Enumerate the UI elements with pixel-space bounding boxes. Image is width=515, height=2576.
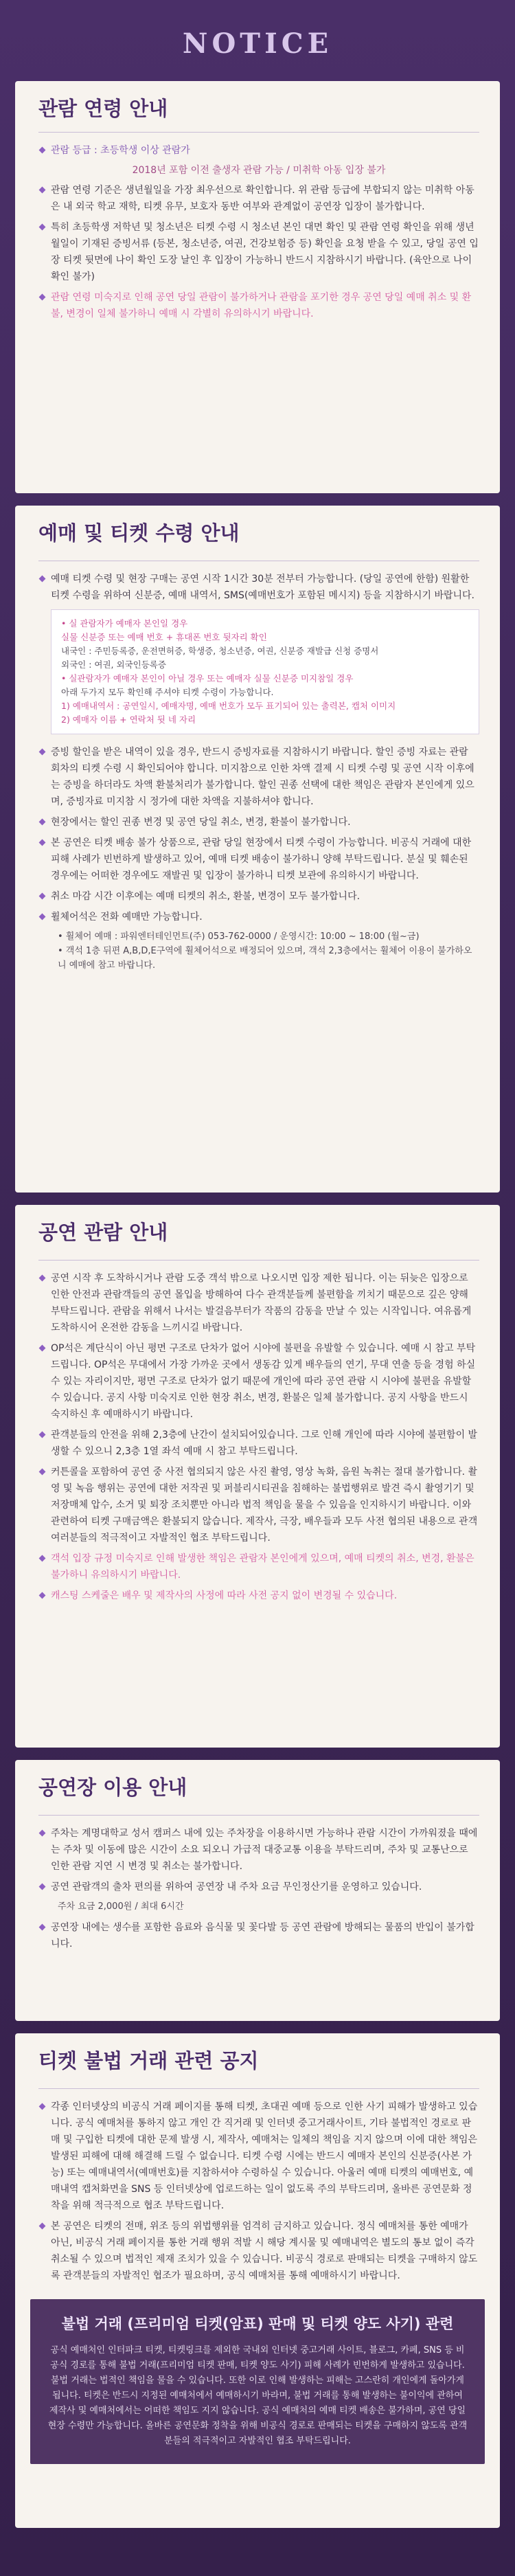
box-line: 1) 예매내역서 : 공연일시, 예매자명, 예매 번호가 모두 표기되어 있는 출력본, 캡처 이미지 bbox=[61, 700, 396, 711]
illegal-trade-box-text: 공식 예매처인 인터파크 티켓, 티켓링크를 제외한 국내외 인터넷 중고거래 사이트, 블로그, 카페, SNS 등 비공식 경로를 통해 불법 거래(프리미엄 티켓 판매, 티켓 양도 사기) 피해 사례가 빈번하게 발생하고 있습니다. 불법 거래는 법적인 책임을 물을 수 있습니다. 또한 이로 인해 발생하는 피해는 고스란히 개인에게 돌아가게 됩니다. 티켓은 반드시 지정된 예매처에서 예매하시기 바라며, 불법 거래를 통해 발생하는 불이익에 관하여 제작사 및 예매처에서는 어떠한 책임도 지지 않습니다. 공식 예매처의 예매 티켓 배송은 불가하며, 공연 당일 현장 수령만 가능합니다. 올바른 공연문화 정착을 위해 비공식 경로로 판매되는 티켓을 구매하지 않도록 관객분들의 적극적이고 자발적인 협조 부탁드립니다. bbox=[47, 2345, 468, 2446]
ticket-section bbox=[15, 506, 500, 1193]
list-item: 관객분들의 안전을 위해 2,3층에 난간이 설치되어있습니다. 그로 인해 개인에 따라 시야에 불편함이 발생할 수 있으니 2,3층 1열 좌석 예매 시 참고 부탁드립니다. bbox=[38, 1427, 479, 1460]
list-item: 공연장 내에는 생수를 포함한 음료와 음식물 및 꽃다발 등 공연 관람에 방해되는 물품의 반입이 불가합니다. bbox=[38, 1919, 479, 1952]
note-line: • 휠체어 예매 : 파워엔터테인먼트(주) 053-762-0000 / 운영시간: 10:00 ~ 18:00 (월~금) bbox=[58, 931, 420, 942]
list-item: 주차는 계명대학교 성서 캠퍼스 내에 있는 주차장을 이용하시면 가능하나 관람 시간이 가까워졌을 때에는 주차 및 이동에 많은 시간이 소요 되오니 가급적 대중교통 이용을 부탁드리며, 주차 및 교통난으로 인한 관람 지연 시 변경 및 취소는 불가합니다. bbox=[38, 1825, 479, 1875]
age-section bbox=[15, 81, 500, 493]
venue-section-title: 공연장 이용 안내 bbox=[38, 1776, 187, 1799]
box-line: 실물 신분증 또는 예매 번호 + 휴대폰 번호 뒷자리 확인 bbox=[61, 631, 267, 642]
list-item: 본 공연은 티켓의 전매, 위조 등의 위법행위를 엄격히 금지하고 있습니다. 정식 예매처를 통한 예매가 아닌, 비공식 거래 페이지를 통한 거래 행위 적발 시 해당 계시물 및 예매내역은 별도의 통보 없이 즉각 취소될 수 있으며 법적인 제재 조치가 있을 수 있습니다. 비공식 경로로 판매되는 티켓을 구매하지 않도록 관객분들의 자발적인 협조가 필요하며, 공식 예매처를 통해 예매하시기 바랍니다. bbox=[38, 2218, 479, 2284]
list-item: 본 공연은 티켓 배송 불가 상품으로, 관람 당일 현장에서 티켓 수령이 가능합니다. 비공식 거래에 대한 피해 사례가 빈번하게 발생하고 있어, 예매 티켓 배송이 불가하니 양해 부탁드립니다. 분실 및 훼손된 경우에는 어떠한 경우에도 재발권 및 입장이 불가하니 티켓 보관에 유의하시기 바랍니다. bbox=[38, 835, 479, 884]
list-item: 현장에서는 할인 권종 변경 및 공연 당일 취소, 변경, 환불이 불가합니다. bbox=[38, 814, 479, 831]
ticket-section-title: 예매 및 티켓 수령 안내 bbox=[38, 521, 240, 545]
list-item: 각종 인터넷상의 비공식 거래 페이지를 통해 티켓, 초대권 예매 등으로 인한 사기 피해가 발생하고 있습니다. 공식 예매처를 통하지 않고 개인 간 직거래 및 인터넷 중고거래사이트, 기타 불법적인 경로로 판매 및 구입한 티켓에 대한 문제 발생 시, 제작사, 예매처는 일체의 책임을 지지 않으며 이에 대한 책임은 발생된 피해에 대해 해결해 드릴 수 없습니다. 티켓 수령 시에는 반드시 예매자 본인의 신분증(사본 가능) 또는 예매내역서(예매번호)를 지참하셔야 수령하실 수 있습니다. 아울러 예매 티켓의 예매번호, 예매내역 캡처화면을 SNS 등 인터넷상에 업로드하는 일이 없도록 주의 부탁드리며, 올바른 공연문화 정착을 위해 적극적으로 협조 부탁드립니다. bbox=[38, 2099, 479, 2214]
list-item-warning: 객석 입장 규정 미숙지로 인해 발생한 책임은 관람자 본인에게 있으며, 예매 티켓의 취소, 변경, 환불은 불가하니 유의하시기 바랍니다. bbox=[38, 1550, 479, 1583]
list-item: 관람 등급 : 초등학생 이상 관람가 bbox=[38, 142, 479, 159]
divider bbox=[38, 1260, 479, 1261]
list-item: 공연 관람객의 출차 편의를 위하여 공연장 내 주차 요금 무인정산기를 운영하고 있습니다. bbox=[38, 1879, 479, 1895]
list-item: 커튼콜을 포함하여 공연 중 사전 협의되지 않은 사진 촬영, 영상 녹화, 음원 녹취는 절대 불가합니다. 촬영 및 녹음 행위는 공연에 대한 저작권 및 퍼블리시티권을 침해하는 불법행위로 발견 즉시 촬영기기 및 저장매체 압수, 소거 및 퇴장 조치뿐만 아니라 법적 책임을 물을 수 있음을 인지하시기 바랍니다. 이와 관련하여 티켓 구매금액은 환불되지 않습니다. 제작사, 극장, 배우들과 모두 사전 협의된 내용으로 관객 여러분들의 적극적이고 자발적인 협조 부탁드립니다. bbox=[38, 1464, 479, 1546]
illegal-trade-box-title: 불법 거래 (프리미엄 티켓(암표) 판매 및 티켓 양도 사기) 관련 bbox=[61, 2315, 454, 2332]
list-item-warning: 관람 연령 미숙지로 인해 공연 당일 관람이 불가하거나 관람을 포기한 경우 공연 당일 예매 취소 및 환불, 변경이 일체 불가하니 예매 시 각별히 유의하시기 바랍니다. bbox=[38, 289, 479, 322]
age-section-title: 관람 연령 안내 bbox=[38, 97, 168, 120]
list-item: OP석은 계단식이 아닌 평면 구조로 단차가 없어 시야에 불편을 유발할 수 있습니다. 예매 시 참고 부탁드립니다. OP석은 무대에서 가장 가까운 곳에서 생동감 있게 배우들의 연기, 무대 연출 등을 경험 하실 수 있는 자리이지만, 평면 구조로 단차가 없기 때문에 개인에 따라 공연 관람 시 시야에 불편을 유발할 수 있습니다. 공지 사항 미숙지로 인한 현장 취소, 변경, 환불은 일체 불가합니다. 공지 사항을 반드시 숙지하신 후 예매하시기 바랍니다. bbox=[38, 1340, 479, 1423]
list-item-warning: 캐스팅 스케줄은 배우 및 제작사의 사정에 따라 사전 공지 없이 변경될 수 있습니다. bbox=[38, 1588, 479, 1604]
illegal-trade-box bbox=[30, 2299, 485, 2464]
list-item: 예매 티켓 수령 및 현장 구매는 공연 시작 1시간 30분 전부터 가능합니다. (당일 공연에 한함) 원활한 티켓 수령을 위하여 신분증, 예매 내역서, SMS(예매번호가 포함된 메시지) 등을 지참하시기 바랍니다. bbox=[38, 571, 479, 604]
list-item: 취소 마감 시간 이후에는 예매 티켓의 취소, 환불, 변경이 모두 불가합니다. bbox=[38, 888, 479, 905]
id-requirement-box bbox=[51, 609, 479, 734]
box-line: • 실관람자가 예매자 본인이 아닐 경우 또는 예매자 실물 신분증 미지참일 경우 bbox=[61, 673, 354, 683]
list-subline: 2018년 포함 이전 출생자 관람 가능 / 미취학 아동 입장 불가 bbox=[132, 164, 386, 176]
illegal-section bbox=[15, 2033, 500, 2528]
notice-header bbox=[0, 5, 515, 81]
divider bbox=[38, 132, 479, 133]
venue-section bbox=[15, 1760, 500, 2021]
note-line: • 객석 1층 뒤편 A,B,D,E구역에 휠체어석으로 배정되어 있으며, 객석 2,3층에서는 휠체어 이용이 불가하오니 예매에 참고 바랍니다. bbox=[58, 945, 472, 971]
notice-title: NOTICE bbox=[182, 27, 333, 60]
divider bbox=[38, 1815, 479, 1816]
box-line: 외국인 : 여권, 외국인등록증 bbox=[61, 659, 166, 670]
list-item: 공연 시작 후 도착하시거나 관람 도중 객석 밖으로 나오시면 입장 제한 됩니다. 이는 뒤늦은 입장으로 인한 안전과 관람객들의 공연 몰입을 방해하여 다수 관객분들께 불편함을 끼치기 때문으로 깊은 양해 부탁드립니다. 관람을 위해서 나서는 발걸음부터가 작품의 감동을 만날 수 있는 시작입니다. 여유롭게 도착하시어 온전한 감동을 느끼시길 바랍니다. bbox=[38, 1270, 479, 1336]
viewing-section bbox=[15, 1205, 500, 1748]
list-item: 관람 연령 기준은 생년월일을 가장 최우선으로 확인합니다. 위 관람 등급에 부합되지 않는 미취학 아동은 내 외국 학교 재학, 티켓 유무, 보호자 동반 여부와 관계없이 공연장 입장이 불가합니다. bbox=[38, 182, 479, 215]
list-item: 특히 초등학생 저학년 및 청소년은 티켓 수령 시 청소년 본인 대면 확인 및 관람 연령 확인을 위해 생년월일이 기재된 증빙서류 (등본, 청소년증, 여권, 건강보험증 등) 확인을 요청 받을 수 있고, 당일 공연 입장 티켓 뒷면에 나이 확인 도장 날인 후 입장이 가능하니 반드시 지참하시기 바랍니다. (육안으로 나이 확인 불가) bbox=[38, 219, 479, 285]
divider bbox=[38, 2088, 479, 2089]
list-item: 휠체어석은 전화 예매만 가능합니다. bbox=[38, 909, 479, 925]
viewing-section-title: 공연 관람 안내 bbox=[38, 1221, 168, 1244]
box-line: 2) 예매자 이름 + 연락처 뒷 네 자리 bbox=[61, 714, 196, 725]
illegal-section-title: 티켓 불법 거래 관련 공지 bbox=[38, 2049, 259, 2072]
parking-fee: 주차 요금 2,000원 / 최대 6시간 bbox=[58, 1901, 184, 1912]
box-line: 내국인 : 주민등록증, 운전면허증, 학생증, 청소년증, 여권, 신분증 재발급 신청 증명서 bbox=[61, 645, 379, 656]
list-item: 증빙 할인을 받은 내역이 있을 경우, 반드시 증빙자료를 지참하시기 바랍니다. 할인 증빙 자료는 관람 회차의 티켓 수령 시 확인되어야 합니다. 미지참으로 인한 차액 결제 시 티켓 수령 및 공연 시작 이후에는 증빙을 하더라도 차액 환불처리가 불가합니다. 할인 권종 선택에 대한 책임은 관람자 본인에게 있으며, 증빙자료 미지참 시 정가에 대한 차액을 지불하셔야 합니다. bbox=[38, 744, 479, 810]
box-line: • 실 관람자가 예매자 본인일 경우 bbox=[61, 618, 188, 629]
box-line: 아래 두가지 모두 확인해 주셔야 티켓 수령이 가능합니다. bbox=[61, 686, 274, 697]
wheelchair-note bbox=[38, 929, 479, 973]
